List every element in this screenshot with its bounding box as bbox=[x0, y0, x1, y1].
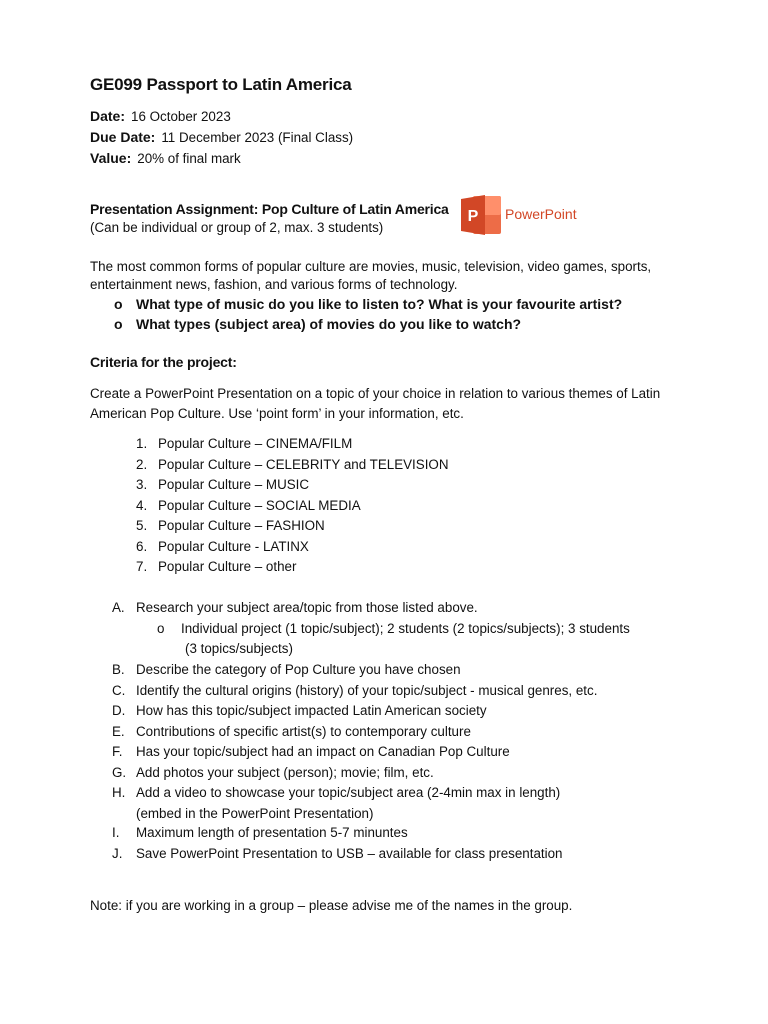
topic-item bbox=[136, 559, 296, 576]
due-date-row bbox=[90, 129, 353, 147]
step-text: Add photos your subject (person); movie; film, etc. bbox=[136, 765, 434, 780]
topic-number: 4. bbox=[136, 498, 148, 513]
topic-text: Popular Culture – CELEBRITY and TELEVISION bbox=[158, 457, 449, 472]
step-a-subitem-text: Individual project (1 topic/subject); 2 students (2 topics/subjects); 3 students bbox=[181, 621, 630, 636]
step-label: A. bbox=[112, 600, 125, 615]
document-title: GE099 Passport to Latin America bbox=[90, 75, 352, 94]
step-label: D. bbox=[112, 703, 126, 718]
due-date-value: 11 December 2023 (Final Class) bbox=[161, 130, 354, 145]
topic-number: 5. bbox=[136, 518, 148, 533]
topic-item bbox=[136, 539, 309, 556]
step-item-i bbox=[112, 825, 408, 842]
criteria-line-1: Create a PowerPoint Presentation on a topic of your choice in relation to various themes of Latin bbox=[90, 386, 661, 401]
step-text: Has your topic/subject had an impact on Canadian Pop Culture bbox=[136, 744, 510, 759]
topic-text: Popular Culture – CINEMA/FILM bbox=[158, 436, 353, 451]
step-item-h bbox=[112, 785, 560, 802]
step-text: Save PowerPoint Presentation to USB – available for class presentation bbox=[136, 846, 563, 861]
group-note: Note: if you are working in a group – please advise me of the names in the group. bbox=[90, 898, 573, 913]
step-item-d bbox=[112, 703, 487, 720]
topic-item bbox=[136, 457, 449, 474]
step-label: H. bbox=[112, 785, 126, 800]
due-date-label: Due Date: bbox=[90, 129, 156, 145]
step-item-a bbox=[112, 600, 478, 617]
step-label: C. bbox=[112, 683, 126, 698]
step-text: How has this topic/subject impacted Latin American society bbox=[136, 703, 487, 718]
step-a-subitem-continuation: (3 topics/subjects) bbox=[185, 641, 293, 656]
topic-item bbox=[136, 436, 352, 453]
step-label: J. bbox=[112, 846, 123, 861]
bullet-marker: o bbox=[114, 296, 123, 312]
criteria-heading: Criteria for the project: bbox=[90, 354, 237, 370]
step-text: Research your subject area/topic from those listed above. bbox=[136, 600, 478, 615]
date-label: Date: bbox=[90, 108, 126, 124]
topic-item bbox=[136, 477, 309, 494]
powerpoint-logo-text: PowerPoint bbox=[505, 206, 577, 222]
topic-number: 3. bbox=[136, 477, 148, 492]
step-h-continuation: (embed in the PowerPoint Presentation) bbox=[136, 806, 374, 821]
powerpoint-icon bbox=[459, 192, 503, 238]
step-label: B. bbox=[112, 662, 125, 677]
topic-number: 2. bbox=[136, 457, 148, 472]
step-label: F. bbox=[112, 744, 123, 759]
step-text: Add a video to showcase your topic/subject area (2-4min max in length) bbox=[136, 785, 561, 800]
step-item-c bbox=[112, 683, 597, 700]
intro-line-2: entertainment news, fashion, and various forms of technology. bbox=[90, 277, 458, 292]
value-row bbox=[90, 150, 241, 168]
step-text: Contributions of specific artist(s) to contemporary culture bbox=[136, 724, 471, 739]
assignment-heading: Presentation Assignment: Pop Culture of Latin America bbox=[90, 201, 449, 217]
value-label: Value: bbox=[90, 150, 132, 166]
step-label: G. bbox=[112, 765, 127, 780]
topic-text: Popular Culture – MUSIC bbox=[158, 477, 310, 492]
step-item-f bbox=[112, 744, 510, 761]
step-item-j bbox=[112, 846, 563, 863]
step-label: I. bbox=[112, 825, 120, 840]
topic-text: Popular Culture – other bbox=[158, 559, 297, 574]
question-text: What types (subject area) of movies do you like to watch? bbox=[136, 316, 522, 332]
value-value: 20% of final mark bbox=[137, 151, 241, 166]
powerpoint-icon-letter: P bbox=[467, 208, 479, 225]
topic-item bbox=[136, 518, 325, 535]
date-row bbox=[90, 108, 231, 126]
topic-number: 7. bbox=[136, 559, 148, 574]
topic-item bbox=[136, 498, 361, 515]
step-text: Maximum length of presentation 5-7 minuntes bbox=[136, 825, 408, 840]
step-label: E. bbox=[112, 724, 125, 739]
step-text: Describe the category of Pop Culture you have chosen bbox=[136, 662, 461, 677]
question-text: What type of music do you like to listen to? What is your favourite artist? bbox=[136, 296, 623, 312]
date-value: 16 October 2023 bbox=[131, 109, 231, 124]
bullet-marker: o bbox=[157, 621, 165, 636]
step-item-g bbox=[112, 765, 434, 782]
assignment-subtext: (Can be individual or group of 2, max. 3 students) bbox=[90, 220, 384, 235]
topic-text: Popular Culture – FASHION bbox=[158, 518, 325, 533]
criteria-line-2: American Pop Culture. Use ‘point form’ in your information, etc. bbox=[90, 406, 464, 421]
topic-number: 6. bbox=[136, 539, 148, 554]
step-text: Identify the cultural origins (history) of your topic/subject - musical genres, etc. bbox=[136, 683, 598, 698]
topic-number: 1. bbox=[136, 436, 148, 451]
intro-line-1: The most common forms of popular culture are movies, music, television, video games, sports, bbox=[90, 259, 652, 274]
topic-text: Popular Culture - LATINX bbox=[158, 539, 309, 554]
step-item-b bbox=[112, 662, 461, 679]
question-item bbox=[114, 316, 521, 334]
step-item-e bbox=[112, 724, 471, 741]
question-item bbox=[114, 296, 622, 314]
bullet-marker: o bbox=[114, 316, 123, 332]
topic-text: Popular Culture – SOCIAL MEDIA bbox=[158, 498, 361, 513]
step-a-subitem bbox=[157, 621, 630, 638]
powerpoint-logo bbox=[459, 192, 589, 238]
